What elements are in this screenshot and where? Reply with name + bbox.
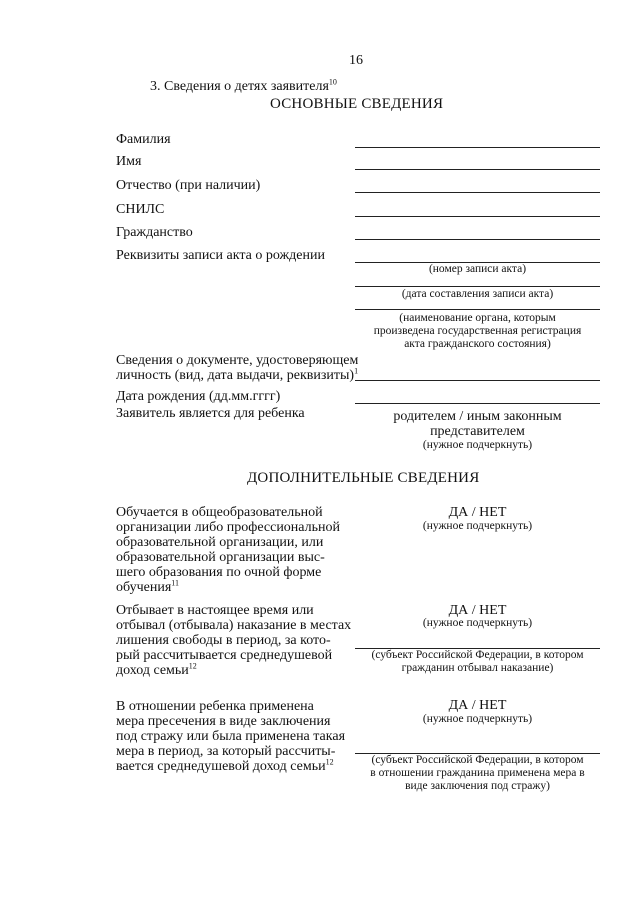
study-label-line: организации либо профессиональной xyxy=(116,520,340,535)
snils-label: СНИЛС xyxy=(116,202,165,217)
applicant-option-line[interactable]: представителем xyxy=(430,424,525,439)
id-document-label xyxy=(116,353,358,383)
custody-footnote: 12 xyxy=(325,757,334,767)
custody-label-line: мера пресечения в виде заключения xyxy=(116,714,331,729)
custody-label-line: мера в период, за который рассчиты- xyxy=(116,744,336,759)
imprisonment-label-line: рый рассчитывается среднедушевой xyxy=(116,648,333,663)
birth-record-label: Реквизиты записи акта о рождении xyxy=(116,248,325,263)
custody-subject-hint-line: (субъект Российской Федерации, в котором xyxy=(371,754,584,766)
birth-date-label: Дата рождения (дд.мм.гггг) xyxy=(116,389,281,404)
surname-label: Фамилия xyxy=(116,132,171,147)
custody-hint: (нужное подчеркнуть) xyxy=(422,713,533,725)
study-label-line: обучения xyxy=(116,580,172,595)
applicant-is-label: Заявитель является для ребенка xyxy=(116,406,305,421)
main-heading: ОСНОВНЫЕ СВЕДЕНИЯ xyxy=(270,96,444,112)
name-label: Имя xyxy=(116,154,142,169)
id-document-footnote: 1 xyxy=(354,366,359,376)
birth-record-date-field[interactable] xyxy=(355,286,600,287)
section-footnote: 10 xyxy=(328,77,337,87)
imprisonment-footnote: 12 xyxy=(188,661,197,671)
study-footnote: 11 xyxy=(171,578,179,588)
study-label-line: Обучается в общеобразовательной xyxy=(116,505,323,520)
birth-record-org-hint-line: (наименование органа, которым xyxy=(399,312,556,324)
extra-heading: ДОПОЛНИТЕЛЬНЫЕ СВЕДЕНИЯ xyxy=(247,470,480,486)
imprisonment-hint: (нужное подчеркнуть) xyxy=(422,617,533,629)
custody-subject-hint-line: в отношении гражданина применена мера в xyxy=(370,767,585,779)
page-number: 16 xyxy=(349,53,363,68)
applicant-hint: (нужное подчеркнуть) xyxy=(422,439,533,451)
imprisonment-subject-hint xyxy=(355,649,600,675)
study-label-line: шего образования по очной форме xyxy=(116,565,322,580)
study-label-line: образовательной организации выс- xyxy=(116,550,325,565)
citizenship-field[interactable] xyxy=(355,239,600,240)
birth-record-org-hint-line: акта гражданского состояния) xyxy=(404,338,551,350)
snils-field[interactable] xyxy=(355,216,600,217)
custody-label-line: В отношении ребенка применена xyxy=(116,699,314,714)
custody-subject-hint-line: виде заключения под стражу) xyxy=(405,780,550,792)
imprisonment-label-line: Отбывает в настоящее время или xyxy=(116,603,314,618)
custody-subject-hint xyxy=(355,754,600,793)
imprisonment-label-line: доход семьи xyxy=(116,663,189,678)
applicant-option-line[interactable]: родителем / иным законным xyxy=(393,409,562,424)
imprisonment-label xyxy=(116,603,351,678)
birth-record-org-hint-line: произведена государственная регистрация xyxy=(373,325,582,337)
birth-date-field[interactable] xyxy=(355,403,600,404)
citizenship-label: Гражданство xyxy=(116,225,193,240)
custody-label-line: под стражу или была применена такая xyxy=(116,729,346,744)
imprisonment-label-line: лишения свободы в период, за кото- xyxy=(116,633,331,648)
id-document-label-line: личность (вид, дата выдачи, реквизиты) xyxy=(116,368,355,383)
custody-label-line: вается среднедушевой доход семьи xyxy=(116,759,326,774)
birth-record-org-hint xyxy=(355,312,600,351)
name-field[interactable] xyxy=(355,169,600,170)
section-title-text: 3. Сведения о детях заявителя xyxy=(150,79,329,94)
patronymic-field[interactable] xyxy=(355,192,600,193)
study-label-line: образовательной организации, или xyxy=(116,535,324,550)
study-label xyxy=(116,505,340,595)
study-hint: (нужное подчеркнуть) xyxy=(422,520,533,532)
section-title xyxy=(150,79,337,94)
custody-answer[interactable]: ДА / НЕТ xyxy=(448,698,507,713)
imprisonment-label-line: отбывал (отбывала) наказание в местах xyxy=(116,618,352,633)
birth-record-org-field[interactable] xyxy=(355,309,600,310)
id-document-field[interactable] xyxy=(355,380,600,381)
imprisonment-subject-hint-line: гражданин отбывал наказание) xyxy=(401,662,554,674)
imprisonment-answer[interactable]: ДА / НЕТ xyxy=(448,603,507,618)
birth-record-number-hint: (номер записи акта) xyxy=(428,263,527,275)
surname-field[interactable] xyxy=(355,147,600,148)
custody-label xyxy=(116,699,345,774)
patronymic-label: Отчество (при наличии) xyxy=(116,178,261,193)
applicant-options[interactable] xyxy=(355,409,600,439)
study-answer[interactable]: ДА / НЕТ xyxy=(448,505,507,520)
id-document-label-line: Сведения о документе, удостоверяющем xyxy=(116,353,359,368)
imprisonment-subject-hint-line: (субъект Российской Федерации, в котором xyxy=(371,649,584,661)
birth-record-date-hint: (дата составления записи акта) xyxy=(401,288,554,300)
